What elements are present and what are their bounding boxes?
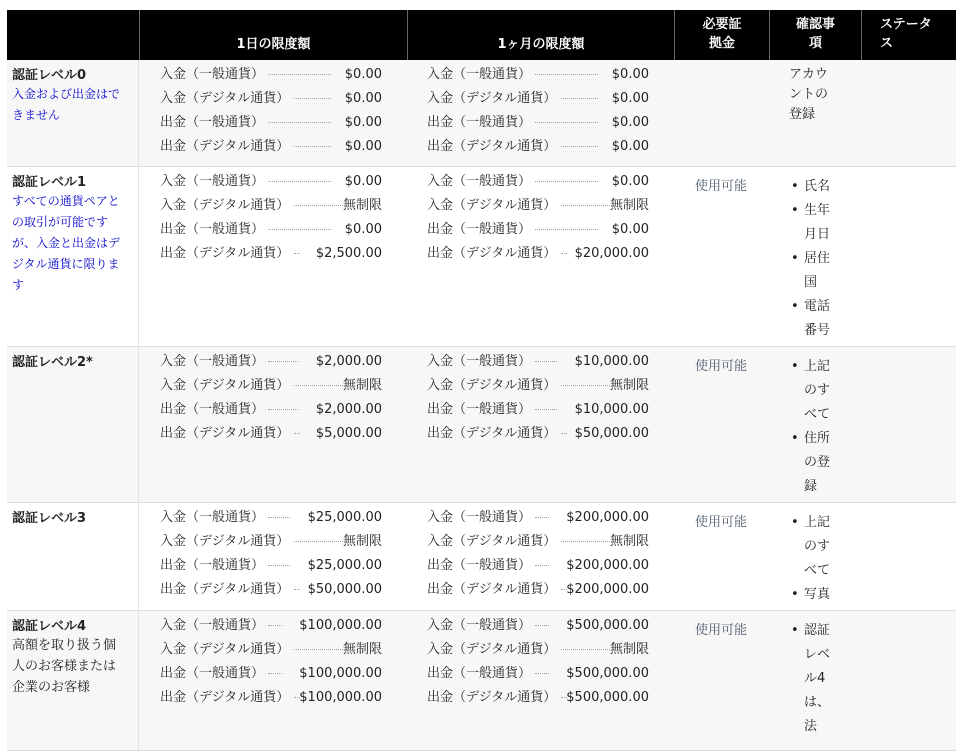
limit-line [427, 690, 649, 714]
limit-label: 出金（一般通貨） [160, 558, 265, 573]
required-deposit: 使用可能 [695, 179, 748, 194]
limit-value: $200,000.00 [566, 558, 649, 573]
limit-label: 出金（デジタル通貨） [160, 690, 290, 705]
limit-value: $25,000.00 [307, 510, 382, 525]
dotted-leader [561, 649, 614, 650]
limit-line [427, 198, 649, 222]
limit-label: 入金（一般通貨） [427, 354, 532, 369]
requirements [789, 511, 839, 607]
limit-label: 出金（デジタル通貨） [160, 139, 290, 154]
requirements-list [789, 175, 839, 343]
limit-label: 出金（デジタル通貨） [160, 246, 290, 261]
requirement-line: は、 [804, 695, 831, 710]
dotted-leader [268, 409, 298, 410]
limit-label: 入金（一般通貨） [160, 67, 265, 82]
requirement-line: べて [804, 563, 831, 578]
limit-line [427, 534, 649, 558]
level-cell [7, 60, 139, 166]
limit-label: 入金（一般通貨） [160, 510, 265, 525]
limit-label: 入金（デジタル通貨） [427, 378, 557, 393]
requirement-line: 国 [804, 275, 818, 290]
dotted-leader [561, 433, 567, 434]
limit-label: 入金（デジタル通貨） [160, 378, 290, 393]
limit-line [160, 402, 382, 426]
limit-line [160, 618, 382, 642]
dotted-leader [294, 205, 347, 206]
limit-label: 入金（一般通貨） [160, 618, 265, 633]
limit-value: $0.00 [611, 139, 649, 154]
limit-line [427, 91, 649, 115]
limit-label: 入金（一般通貨） [427, 510, 532, 525]
limit-line [160, 139, 382, 163]
dotted-leader [268, 181, 331, 182]
daily-limits [160, 67, 382, 163]
requirements [789, 175, 839, 343]
level-description-line: すべての通貨ペアと [12, 194, 120, 208]
limit-value: 無制限 [342, 534, 382, 549]
limit-value: $20,000.00 [574, 246, 649, 261]
limit-value: $0.00 [344, 115, 382, 130]
dotted-leader [535, 517, 549, 518]
level-description-line: の取引が可能です [12, 215, 109, 229]
limit-line [160, 534, 382, 558]
limit-label: 入金（デジタル通貨） [160, 91, 290, 106]
header-deposit-line: 必要証 [702, 17, 742, 32]
header-status-line: ス [880, 36, 894, 51]
requirement-text-line: 登録 [789, 107, 816, 122]
requirement-line: 法 [804, 719, 818, 734]
limit-label: 出金（一般通貨） [427, 115, 532, 130]
limit-line [160, 510, 382, 534]
limit-value: $200,000.00 [566, 510, 649, 525]
requirement-line: • 電話 [804, 299, 831, 314]
limit-value: $2,000.00 [315, 402, 382, 417]
requirement-item [789, 175, 834, 199]
requirement-line: • 上記 [804, 515, 831, 530]
limit-line [427, 378, 649, 402]
level-description-line: 入金および出金はで [12, 87, 121, 101]
limit-line [427, 67, 649, 91]
limit-label: 出金（デジタル通貨） [427, 246, 557, 261]
limit-value: 無制限 [609, 378, 649, 393]
level-cell [7, 347, 139, 502]
requirements [789, 355, 839, 499]
daily-limits [160, 510, 382, 606]
requirement-line: • 居住 [804, 251, 831, 266]
requirement-line: レベ [804, 647, 831, 662]
dotted-leader [561, 98, 598, 99]
daily-limits [160, 174, 382, 270]
requirement-line: 月日 [804, 227, 831, 242]
level-cell [7, 611, 139, 750]
level-title: 認証レベル2* [12, 355, 93, 370]
limit-value: $50,000.00 [307, 582, 382, 597]
limit-label: 出金（一般通貨） [427, 222, 532, 237]
dotted-leader [268, 517, 290, 518]
level-description-line: 企業のお客様 [12, 680, 91, 695]
requirement-line: のす [804, 539, 831, 554]
dotted-leader [294, 146, 331, 147]
level-title: 認証レベル0 [12, 68, 87, 83]
dotted-leader [294, 253, 300, 254]
limit-line [160, 582, 382, 606]
dotted-leader [535, 409, 557, 410]
limit-line [427, 618, 649, 642]
limit-line [427, 246, 649, 270]
limit-value: $0.00 [344, 174, 382, 189]
limit-label: 入金（デジタル通貨） [160, 642, 290, 657]
limit-line [427, 354, 649, 378]
limit-label: 出金（デジタル通貨） [427, 690, 557, 705]
limit-label: 出金（デジタル通貨） [160, 426, 290, 441]
requirements [789, 619, 839, 739]
limit-line [160, 378, 382, 402]
dotted-leader [561, 385, 614, 386]
limit-label: 出金（一般通貨） [427, 666, 532, 681]
limit-label: 入金（一般通貨） [160, 354, 265, 369]
dotted-leader [561, 205, 614, 206]
limit-value: $2,000.00 [315, 354, 382, 369]
limit-label: 出金（デジタル通貨） [427, 139, 557, 154]
limit-label: 入金（一般通貨） [427, 174, 532, 189]
requirement-line: ル4 [804, 671, 826, 686]
table-row [7, 611, 956, 751]
header-status [861, 10, 956, 60]
limit-label: 入金（一般通貨） [427, 618, 532, 633]
limit-value: $100,000.00 [299, 618, 382, 633]
requirement-line: の登 [804, 455, 831, 470]
limit-line [160, 690, 382, 714]
table-row [7, 167, 956, 347]
limit-line [427, 642, 649, 666]
limit-value: 無制限 [609, 642, 649, 657]
daily-limits [160, 618, 382, 714]
level-title: 認証レベル3 [12, 511, 87, 526]
level-description-line: 高額を取り扱う個 [12, 638, 117, 653]
requirement-text-line: アカウ [789, 67, 828, 82]
level-description-line: きません [12, 108, 61, 122]
level-cell [7, 167, 139, 346]
requirement-item [789, 295, 834, 343]
dotted-leader [535, 361, 557, 362]
header-status-line: ステータ [880, 17, 932, 32]
requirement-line: • 写真 [804, 587, 831, 602]
limit-label: 出金（一般通貨） [160, 115, 265, 130]
dotted-leader [268, 229, 331, 230]
limit-line [427, 666, 649, 690]
dotted-leader [294, 98, 331, 99]
dotted-leader [268, 673, 282, 674]
limit-value: $10,000.00 [574, 354, 649, 369]
limit-label: 出金（一般通貨） [427, 558, 532, 573]
level-title: 認証レベル4 [12, 619, 87, 634]
dotted-leader [268, 565, 290, 566]
dotted-leader [535, 74, 598, 75]
limit-value: $100,000.00 [299, 690, 382, 705]
limit-label: 入金（デジタル通貨） [160, 198, 290, 213]
table-row [7, 347, 956, 503]
limit-line [160, 666, 382, 690]
limit-value: 無制限 [342, 642, 382, 657]
requirement-line: • 氏名 [804, 179, 831, 194]
limit-label: 出金（一般通貨） [160, 666, 265, 681]
limit-line [160, 67, 382, 91]
limit-line [160, 91, 382, 115]
limit-line [427, 174, 649, 198]
requirement-line: • 住所 [804, 431, 831, 446]
limit-label: 入金（一般通貨） [427, 67, 532, 82]
limit-label: 出金（一般通貨） [160, 222, 265, 237]
requirement-line: のす [804, 383, 831, 398]
requirement-line: べて [804, 407, 831, 422]
header-level [7, 10, 139, 60]
dotted-leader [535, 229, 598, 230]
dotted-leader [268, 74, 331, 75]
limit-value: 無制限 [609, 534, 649, 549]
limit-value: $200,000.00 [566, 582, 649, 597]
limit-value: $0.00 [611, 222, 649, 237]
requirement-text-line: ントの [789, 87, 829, 102]
required-deposit: 使用可能 [695, 623, 748, 638]
limit-line [427, 115, 649, 139]
limit-line [160, 246, 382, 270]
daily-limits [160, 354, 382, 450]
dotted-leader [268, 361, 298, 362]
requirement-item [789, 199, 834, 247]
dotted-leader [294, 589, 300, 590]
dotted-leader [561, 253, 567, 254]
dotted-leader [535, 565, 549, 566]
limit-label: 出金（一般通貨） [427, 402, 532, 417]
requirement-line: • 生年 [804, 203, 831, 218]
level-description-line: 人のお客様または [12, 659, 117, 674]
requirement-item [789, 427, 834, 499]
limit-line [427, 582, 649, 606]
dotted-leader [294, 385, 347, 386]
level-description-line: が、入金と出金はデ [12, 236, 121, 250]
dotted-leader [268, 122, 331, 123]
limit-label: 入金（一般通貨） [160, 174, 265, 189]
requirement-item [789, 511, 834, 583]
dotted-leader [268, 625, 282, 626]
dotted-leader [535, 122, 598, 123]
requirement-item [789, 247, 834, 295]
limit-value: $0.00 [344, 91, 382, 106]
requirements-list [789, 355, 839, 499]
header-requirements [769, 10, 861, 60]
requirement-item [789, 583, 834, 607]
requirements-list [789, 619, 839, 739]
dotted-leader [535, 673, 549, 674]
limit-value: $0.00 [344, 222, 382, 237]
header-monthly-limit: 1ヶ月の限度額 [407, 10, 674, 60]
limit-label: 出金（デジタル通貨） [427, 582, 557, 597]
limit-line [160, 354, 382, 378]
table-row [7, 60, 956, 167]
limit-label: 出金（デジタル通貨） [427, 426, 557, 441]
header-required-deposit [674, 10, 769, 60]
limit-value: 無制限 [609, 198, 649, 213]
limit-line [427, 426, 649, 450]
limit-value: $500,000.00 [566, 618, 649, 633]
dotted-leader [561, 541, 614, 542]
limit-value: $0.00 [611, 91, 649, 106]
limit-value: 無制限 [342, 198, 382, 213]
limit-line [160, 426, 382, 450]
monthly-limits [427, 618, 649, 714]
header-req-line: 確認事 [795, 17, 835, 32]
limit-line [427, 558, 649, 582]
requirements-list [789, 511, 839, 607]
limit-value: $0.00 [611, 67, 649, 82]
requirement-line: 番号 [804, 323, 831, 338]
limit-label: 出金（デジタル通貨） [160, 582, 290, 597]
limit-label: 入金（デジタル通貨） [427, 198, 557, 213]
required-deposit: 使用可能 [695, 359, 748, 374]
limit-value: $25,000.00 [307, 558, 382, 573]
limit-value: $100,000.00 [299, 666, 382, 681]
dotted-leader [294, 649, 347, 650]
limit-value: $5,000.00 [315, 426, 382, 441]
limit-line [160, 222, 382, 246]
monthly-limits [427, 354, 649, 450]
limit-label: 入金（デジタル通貨） [427, 642, 557, 657]
requirement-item [789, 355, 834, 427]
limit-value: $2,500.00 [315, 246, 382, 261]
limit-line [427, 139, 649, 163]
limit-line [427, 222, 649, 246]
limit-line [427, 510, 649, 534]
requirement-line: 録 [804, 479, 818, 494]
dotted-leader [535, 181, 598, 182]
dotted-leader [561, 146, 598, 147]
limit-label: 入金（デジタル通貨） [427, 534, 557, 549]
limit-value: 無制限 [342, 378, 382, 393]
dotted-leader [535, 625, 549, 626]
requirement-line: • 認証 [804, 623, 831, 638]
level-description-line: す [12, 278, 25, 292]
limit-line [160, 642, 382, 666]
header-daily-limit: 1日の限度額 [139, 10, 407, 60]
limit-value: $500,000.00 [566, 666, 649, 681]
dotted-leader [294, 433, 300, 434]
limit-value: $10,000.00 [574, 402, 649, 417]
limit-line [160, 115, 382, 139]
requirement-line: • 上記 [804, 359, 831, 374]
required-deposit: 使用可能 [695, 515, 748, 530]
limit-label: 出金（一般通貨） [160, 402, 265, 417]
limit-line [160, 558, 382, 582]
limit-value: $500,000.00 [566, 690, 649, 705]
requirement-item [789, 619, 834, 739]
limit-line [160, 198, 382, 222]
monthly-limits [427, 174, 649, 270]
header-req-line: 項 [808, 36, 822, 51]
dotted-leader [294, 541, 347, 542]
requirements [789, 65, 839, 125]
limit-value: $50,000.00 [574, 426, 649, 441]
limit-label: 入金（デジタル通貨） [427, 91, 557, 106]
level-description-line: ジタル通貨に限りま [12, 257, 120, 271]
level-cell [7, 503, 139, 610]
limit-line [160, 174, 382, 198]
limit-value: $0.00 [611, 115, 649, 130]
table-header [7, 10, 956, 60]
limit-value: $0.00 [344, 67, 382, 82]
header-deposit-line: 拠金 [708, 36, 735, 51]
limit-value: $0.00 [611, 174, 649, 189]
limit-line [427, 402, 649, 426]
monthly-limits [427, 67, 649, 163]
table-row [7, 503, 956, 611]
monthly-limits [427, 510, 649, 606]
limit-label: 入金（デジタル通貨） [160, 534, 290, 549]
limit-value: $0.00 [344, 139, 382, 154]
level-title: 認証レベル1 [12, 175, 87, 190]
